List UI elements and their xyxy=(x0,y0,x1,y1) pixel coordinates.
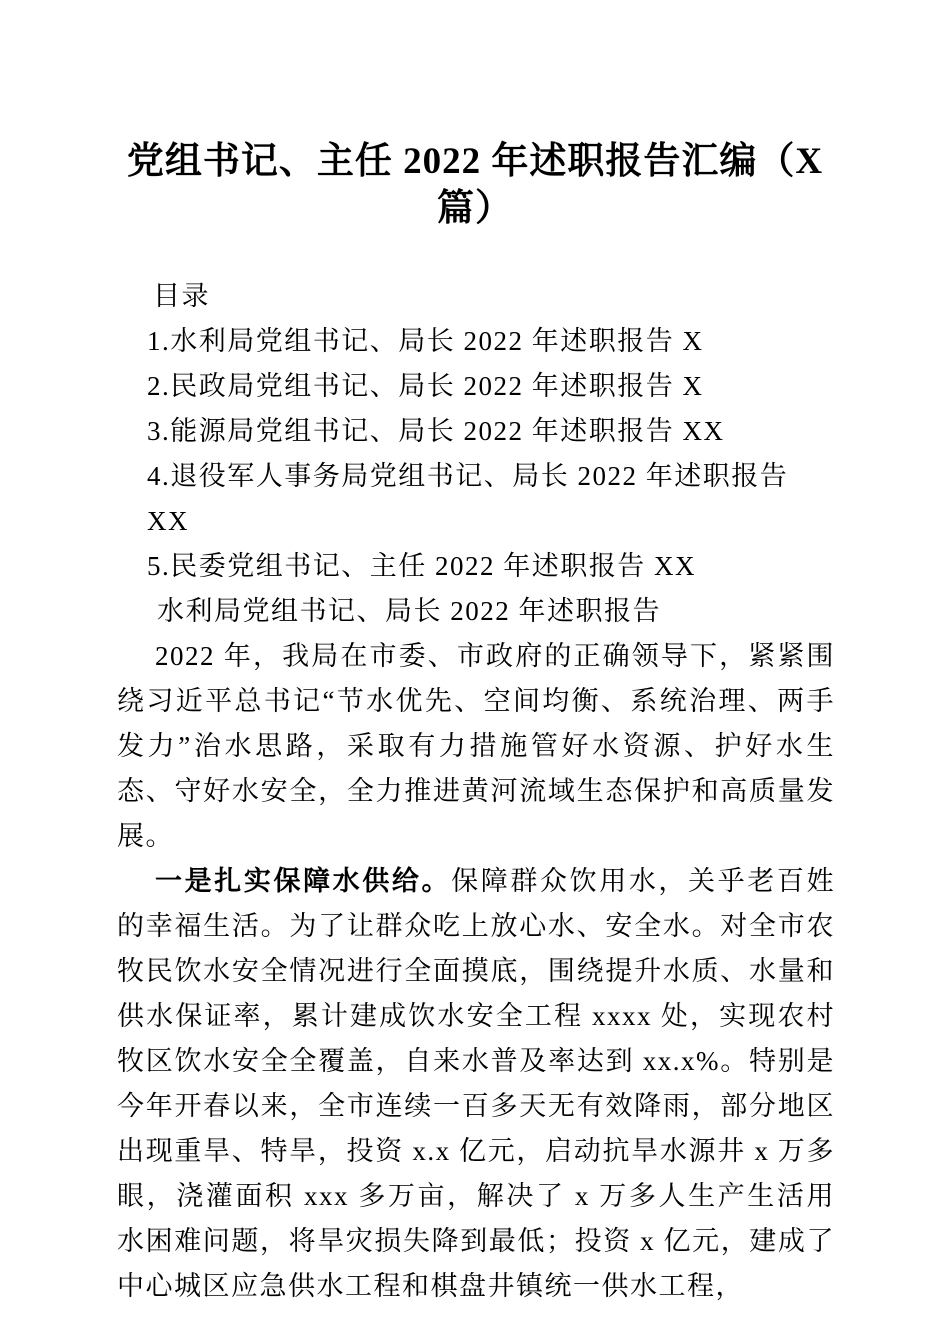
document-title xyxy=(0,0,950,232)
paragraph-1-text: 2022 年，我局在市委、市政府的正确领导下，紧紧围绕习近平总书记“节水优先、空间均衡、系统治理、两手发力”治水思路，采取有力措施管好水资源、护好水生态、守好水安全，全力推进黄河流域生态保护和高质量发展。 xyxy=(117,641,835,851)
toc-heading: 目录 xyxy=(153,281,210,311)
section-heading: 水利局党组书记、局长 2022 年述职报告 xyxy=(157,596,661,626)
paragraph-2 xyxy=(117,859,835,1309)
paragraph-1 xyxy=(117,634,835,859)
toc-item-2: 2.民政局党组书记、局长 2022 年述职报告 X xyxy=(147,371,704,401)
paragraph-2-text: 保障群众饮用水，关乎老百姓的幸福生活。为了让群众吃上放心水、安全水。对全市农牧民饮水安全情况进行全面摸底，围绕提升水质、水量和供水保证率，累计建成饮水安全工程 xxxx 处，实现农村牧区饮水安全全覆盖，自来水普及率达到 xx.x%。特别是今年开春以来，全市连续一百多天无有效降雨，部分地区出现重旱、特旱，投资 x.x 亿元，启动抗旱水源井 x 万多眼，浇灌面积 xxx 多万亩，解决了 x 万多人生产生活用水困难问题，将旱灾损失降到最低；投资 x 亿元，建成了中心城区应急供水工程和棋盘井镇统一供水工程， xyxy=(117,866,836,1301)
paragraph-2-lead: 一是扎实保障水供给。 xyxy=(155,866,452,896)
document-body xyxy=(0,274,950,1309)
toc-item-3: 3.能源局党组书记、局长 2022 年述职报告 XX xyxy=(147,416,725,446)
document-title-line-2: 篇） xyxy=(437,188,513,229)
toc-item-5: 5.民委党组书记、主任 2022 年述职报告 XX xyxy=(147,551,696,581)
toc-item-1: 1.水利局党组书记、局长 2022 年述职报告 X xyxy=(147,326,704,356)
document-title-line-1: 党组书记、主任 2022 年述职报告汇编（X xyxy=(126,141,824,182)
toc-item-4: 4.退役军人事务局党组书记、局长 2022 年述职报告 XX xyxy=(147,461,789,536)
